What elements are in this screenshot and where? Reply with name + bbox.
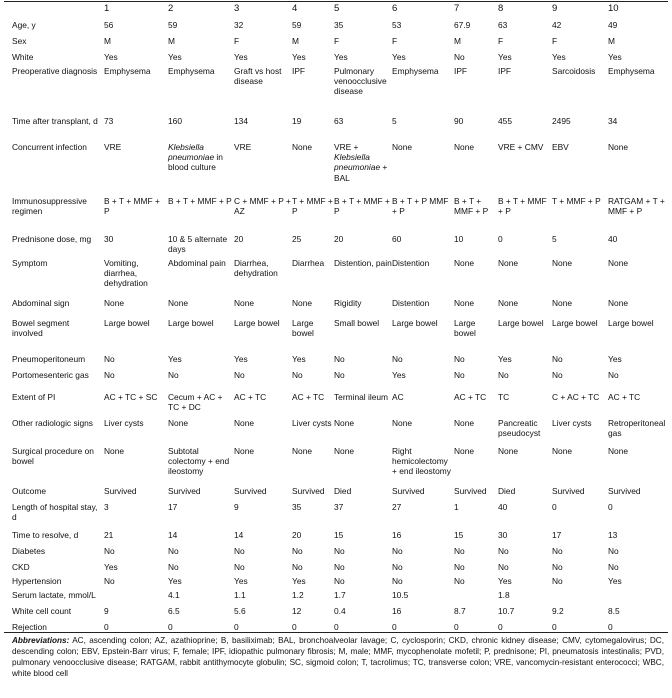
table-cell: F [498, 36, 504, 46]
table-cell: 53 [392, 20, 402, 30]
table-cell: 10 [454, 234, 464, 244]
table-cell: C + AC + TC [552, 392, 600, 402]
table-cell: AC + TC + SC [104, 392, 158, 402]
table-cell: Liver cysts [552, 418, 592, 428]
column-header: 2 [168, 3, 174, 14]
organism-name: Klebsiella pneumoniae [334, 152, 381, 173]
table-cell: 37 [334, 502, 344, 512]
row-label: Sex [12, 36, 27, 46]
table-cell: 56 [104, 20, 114, 30]
table-cell: 6.5 [168, 606, 180, 616]
table-cell: No [292, 370, 303, 380]
table-cell: M [454, 36, 461, 46]
table-cell: None [334, 446, 355, 456]
table-cell: Large bowel [454, 318, 476, 339]
table-cell: No [608, 370, 619, 380]
table-cell: None [454, 446, 475, 456]
table-cell: Large bowel [608, 318, 654, 328]
table-cell: 0 [334, 622, 339, 632]
table-cell: None [292, 446, 313, 456]
table-cell: 15 [454, 530, 464, 540]
table-cell: IPF [498, 66, 512, 76]
abbreviations-text: AC, ascending colon; AZ, azathioprine; B, basiliximab; BAL, bronchoalveolar lavage; C, cyclosporin; CKD, chronic kidney disease; CMV, cytomegalovirus; DC, descending colon; EBV, Epstein-Barr virus; F, female; IPF, idiopathic pulmonary fibrosis; M, male; MMF, mycophenolate mofetil; P, prednisone; PI, pneumatosis intestinalis; PVD, pulmonary venoocclusive disease; RATGAM, rabbit antithymocyte globulin; SC, sigmoid colon; T, tacrolimus; TC, transverse colon; VRE, vancomycin-resistant enterococci; WBC, white blood cell [12, 636, 664, 678]
table-cell: No [608, 562, 619, 572]
table-cell: None [292, 142, 313, 152]
table-cell: Yes [608, 576, 622, 586]
table-cell: None [104, 446, 125, 456]
table-cell: T + MMF + P [552, 196, 601, 206]
table-cell: F [392, 36, 398, 46]
table-cell: 30 [104, 234, 114, 244]
table-cell: 90 [454, 116, 464, 126]
table-cell: Yes [292, 52, 306, 62]
table-cell: Survived [392, 486, 425, 496]
header-row [4, 4, 668, 16]
table-cell: 20 [292, 530, 302, 540]
table-cell: Yes [392, 370, 406, 380]
table-cell: B + T + MMF + P [334, 196, 390, 217]
row-label: Rejection [12, 622, 47, 632]
table-cell: 9 [234, 502, 239, 512]
table-cell: Yes [498, 354, 512, 364]
table-cell: No [498, 546, 509, 556]
table-cell: Small bowel [334, 318, 380, 328]
table-cell: B + T + MMF + P [168, 196, 232, 206]
table-cell: 17 [168, 502, 178, 512]
table-cell: No [392, 354, 403, 364]
table-cell: 59 [168, 20, 178, 30]
table-cell: Survived [168, 486, 201, 496]
table-cell: 19 [292, 116, 302, 126]
table-cell: T + MMF + P [292, 196, 333, 217]
table-cell: 15 [334, 530, 344, 540]
table-cell: No [168, 370, 179, 380]
table-cell: B + T + MMF + P [454, 196, 489, 217]
table-cell: Pancreatic pseudocyst [498, 418, 541, 439]
table-cell: 0 [234, 622, 239, 632]
row-label: Hypertension [12, 576, 62, 586]
table-cell: Vomiting, diarrhea, dehydration [104, 258, 148, 289]
table-cell: Survived [608, 486, 641, 496]
table-cell: Klebsiella pneumoniae in blood culture [168, 142, 223, 173]
table-cell: 0 [608, 622, 613, 632]
table-cell: None [292, 298, 313, 308]
table-cell: Yes [608, 52, 622, 62]
table-cell: Yes [608, 354, 622, 364]
column-header: 4 [292, 3, 298, 14]
table-cell: Yes [234, 576, 248, 586]
table-cell: 14 [168, 530, 178, 540]
table-cell: 14 [234, 530, 244, 540]
table-cell: VRE + CMV [498, 142, 544, 152]
table-cell: 0 [552, 502, 557, 512]
table-cell: 40 [608, 234, 618, 244]
table-cell: M [168, 36, 175, 46]
table-cell: C + MMF + P + AZ [234, 196, 291, 217]
table-cell: 160 [168, 116, 182, 126]
table-cell: Large bowel [552, 318, 598, 328]
table-cell: F [552, 36, 558, 46]
table-cell: None [454, 298, 475, 308]
table-cell: None [608, 258, 629, 268]
table-cell: 63 [334, 116, 344, 126]
table-cell: Distention [392, 298, 430, 308]
table-cell: 9 [104, 606, 109, 616]
table-cell: None [552, 258, 573, 268]
table-cell: 8.7 [454, 606, 466, 616]
table-cell: 59 [292, 20, 302, 30]
row-label: Concurrent infection [12, 142, 87, 152]
table-cell: None [234, 298, 255, 308]
table-cell: Died [334, 486, 352, 496]
table-cell: Survived [552, 486, 585, 496]
table-cell: 134 [234, 116, 248, 126]
table-cell: None [552, 446, 573, 456]
table-cell: 0 [498, 622, 503, 632]
table-cell: AC + TC [608, 392, 641, 402]
table-cell: 3 [104, 502, 109, 512]
row-label: Time to resolve, d [12, 530, 79, 540]
table-cell: 0 [168, 622, 173, 632]
table-cell: 60 [392, 234, 402, 244]
table-cell: Emphysema [168, 66, 215, 76]
table-cell: 1.8 [498, 590, 510, 600]
table-cell: Emphysema [392, 66, 439, 76]
table-cell: Died [498, 486, 516, 496]
table-cell: 1.7 [334, 590, 346, 600]
table-cell: 16 [392, 530, 402, 540]
table-cell: Yes [552, 52, 566, 62]
table-cell: 5.6 [234, 606, 246, 616]
document [4, 0, 668, 698]
table-cell: Yes [168, 52, 182, 62]
table-cell: Abdominal pain [168, 258, 226, 268]
table-cell: 49 [608, 20, 618, 30]
table-cell: 4.1 [168, 590, 180, 600]
column-header: 7 [454, 3, 460, 14]
table-cell: 20 [234, 234, 244, 244]
table-cell: M [104, 36, 111, 46]
table-cell: 13 [608, 530, 618, 540]
table-cell: Yes [292, 354, 306, 364]
table-cell: 25 [292, 234, 302, 244]
table-cell: None [498, 446, 519, 456]
table-cell: None [168, 298, 189, 308]
table-cell: Large bowel [104, 318, 150, 328]
row-label: Preoperative diagnosis [12, 66, 98, 76]
table-cell: No [168, 546, 179, 556]
row-label: Bowel segment involved [12, 318, 70, 339]
table-cell: Yes [292, 576, 306, 586]
abbreviations-title: Abbreviations: [12, 636, 70, 645]
table-cell: None [334, 418, 355, 428]
table-cell: Yes [498, 576, 512, 586]
table-cell: AC + TC [234, 392, 267, 402]
table-cell: Survived [104, 486, 137, 496]
table-cell: B + T + MMF + P [104, 196, 160, 217]
table-cell: No [292, 562, 303, 572]
row-label: Other radiologic signs [12, 418, 93, 428]
table-cell: 16 [392, 606, 402, 616]
bottom-rule [4, 632, 668, 633]
table-cell: Yes [234, 354, 248, 364]
table-cell: Yes [168, 576, 182, 586]
row-label: Immunosuppressive regimen [12, 196, 87, 217]
column-header: 9 [552, 3, 558, 14]
table-cell: No [552, 576, 563, 586]
table-cell: AC + TC [292, 392, 325, 402]
top-rule [4, 1, 668, 2]
row-label: White [12, 52, 34, 62]
table-cell: 1.2 [292, 590, 304, 600]
row-label: Abdominal sign [12, 298, 70, 308]
table-cell: None [498, 258, 519, 268]
table-cell: Survived [454, 486, 487, 496]
table-cell: 67.9 [454, 20, 471, 30]
table-cell: F [334, 36, 340, 46]
table-cell: None [608, 142, 629, 152]
table-cell: No [454, 576, 465, 586]
row-label: Outcome [12, 486, 46, 496]
row-label: Length of hospital stay, d [12, 502, 98, 523]
table-cell: Yes [334, 52, 348, 62]
table-cell: F [234, 36, 240, 46]
table-cell: 73 [104, 116, 114, 126]
table-cell: No [454, 52, 465, 62]
table-cell: Large bowel [292, 318, 314, 339]
table-cell: Graft vs host disease [234, 66, 282, 87]
table-cell: No [334, 354, 345, 364]
table-cell: 0 [104, 622, 109, 632]
table-cell: None [498, 298, 519, 308]
table-cell: No [104, 546, 115, 556]
column-header: 3 [234, 3, 240, 14]
table-cell: None [392, 142, 413, 152]
row-label: Portomesenteric gas [12, 370, 89, 380]
table-cell: No [392, 562, 403, 572]
column-header: 10 [608, 3, 619, 14]
table-cell: 42 [552, 20, 562, 30]
table-cell: None [234, 418, 255, 428]
table-cell: 21 [104, 530, 114, 540]
table-cell: M [608, 36, 615, 46]
table-cell: Yes [168, 354, 182, 364]
table-cell: No [234, 562, 245, 572]
table-cell: Survived [292, 486, 325, 496]
row-label: Extent of PI [12, 392, 56, 402]
table-cell: Distention [392, 258, 430, 268]
table-cell: 10.7 [498, 606, 515, 616]
table-cell: 1 [454, 502, 459, 512]
table-cell: EBV [552, 142, 569, 152]
table-cell: No [608, 546, 619, 556]
table-cell: No [552, 562, 563, 572]
column-header: 8 [498, 3, 504, 14]
table-cell: No [334, 576, 345, 586]
table-cell: No [498, 370, 509, 380]
table-cell: Yes [392, 52, 406, 62]
table-cell: Terminal ileum [334, 392, 388, 402]
table-cell: None [552, 298, 573, 308]
table-cell: 2495 [552, 116, 571, 126]
table-cell: 8.5 [608, 606, 620, 616]
table-cell: VRE + Klebsiella pneumoniae + BAL [334, 142, 388, 183]
table-cell: Large bowel [392, 318, 438, 328]
table-cell: Diarrhea [292, 258, 325, 268]
table-cell: VRE [104, 142, 122, 152]
table-cell: 0 [608, 502, 613, 512]
row-label: Surgical procedure on bowel [12, 446, 94, 467]
table-cell: Yes [104, 52, 118, 62]
table-cell: 17 [552, 530, 562, 540]
table-cell: No [454, 370, 465, 380]
table-cell: 12 [292, 606, 302, 616]
column-header: 5 [334, 3, 340, 14]
table-cell: TC [498, 392, 510, 402]
table-cell: 40 [498, 502, 508, 512]
table-cell: Right hemicolectomy + end ileostomy [392, 446, 451, 477]
row-label: White cell count [12, 606, 72, 616]
table-cell: No [292, 546, 303, 556]
table-cell: Retroperitoneal gas [608, 418, 666, 439]
table-cell: Emphysema [104, 66, 151, 76]
table-cell: Yes [104, 562, 118, 572]
table-cell: 0 [552, 622, 557, 632]
table-cell: No [234, 370, 245, 380]
table-cell: No [334, 546, 345, 556]
table-cell: No [392, 546, 403, 556]
table-cell: 20 [334, 234, 344, 244]
table-cell: RATGAM + T + MMF + P [608, 196, 665, 217]
table-cell: No [552, 546, 563, 556]
table-cell: Distention, pain [334, 258, 392, 268]
table-cell: No [104, 576, 115, 586]
table-cell: 35 [292, 502, 302, 512]
table-cell: No [234, 546, 245, 556]
table-cell: 1.1 [234, 590, 246, 600]
table-cell: 32 [234, 20, 244, 30]
row-label: Serum lactate, mmol/L [12, 590, 96, 600]
table-cell: No [334, 562, 345, 572]
table-cell: Liver cysts [104, 418, 144, 428]
table-cell: No [552, 354, 563, 364]
table-cell: Yes [234, 52, 248, 62]
table-cell: No [168, 562, 179, 572]
table-cell: 455 [498, 116, 512, 126]
table-cell: Survived [234, 486, 267, 496]
table-cell: 34 [608, 116, 618, 126]
row-label: Age, y [12, 20, 36, 30]
table-cell: No [104, 370, 115, 380]
table-cell: Yes [498, 52, 512, 62]
table-cell: Subtotal colectomy + end ileostomy [168, 446, 230, 477]
table-cell: 0 [498, 234, 503, 244]
table-cell: No [454, 354, 465, 364]
table-cell: 9.2 [552, 606, 564, 616]
table-cell: None [168, 418, 189, 428]
table-cell: Liver cysts [292, 418, 332, 428]
column-header: 1 [104, 3, 110, 14]
abbreviations-footnote [12, 635, 664, 679]
table-cell: Emphysema [608, 66, 655, 76]
table-cell: Large bowel [498, 318, 544, 328]
table-cell: Large bowel [168, 318, 214, 328]
table-cell: 0 [454, 622, 459, 632]
row-label: CKD [12, 562, 30, 572]
table-cell: No [392, 576, 403, 586]
table-cell: No [552, 370, 563, 380]
table-cell: None [454, 142, 475, 152]
table-cell: Rigidity [334, 298, 362, 308]
organism-name: Klebsiella pneumoniae [168, 142, 215, 163]
table-cell: Cecum + AC + TC + DC [168, 392, 223, 413]
table-cell: None [608, 298, 629, 308]
table-cell: 10 & 5 alternate days [168, 234, 228, 255]
row-label: Time after transplant, d [12, 116, 98, 126]
table-cell: No [104, 354, 115, 364]
table-cell: 10.5 [392, 590, 409, 600]
table-cell: None [104, 298, 125, 308]
column-header: 6 [392, 3, 398, 14]
table-cell: Large bowel [234, 318, 280, 328]
table-cell: Diarrhea, dehydration [234, 258, 278, 279]
table-cell: 63 [498, 20, 508, 30]
table-cell: 27 [392, 502, 402, 512]
table-cell: 35 [334, 20, 344, 30]
table-cell: AC [392, 392, 404, 402]
table-cell: None [392, 418, 413, 428]
table-cell: IPF [454, 66, 468, 76]
row-label: Symptom [12, 258, 48, 268]
row-label: Pneumoperitoneum [12, 354, 86, 364]
table-cell: B + T + P MMF + P [392, 196, 449, 217]
table-cell: 0 [292, 622, 297, 632]
table-cell: None [454, 258, 475, 268]
table-cell: 5 [392, 116, 397, 126]
row-label: Prednisone dose, mg [12, 234, 92, 244]
table-cell: 5 [552, 234, 557, 244]
table-cell: M [292, 36, 299, 46]
table-cell: None [608, 446, 629, 456]
table-cell: None [454, 418, 475, 428]
table-cell: None [234, 446, 255, 456]
table-cell: IPF [292, 66, 306, 76]
table-cell: No [498, 562, 509, 572]
table-cell: No [334, 370, 345, 380]
table-cell: No [454, 562, 465, 572]
table-cell: Pulmonary venoocclusive disease [334, 66, 387, 97]
table-cell: Sarcoidosis [552, 66, 596, 76]
table-cell: B + T + MMF + P [498, 196, 547, 217]
table-cell: 30 [498, 530, 508, 540]
table-cell: 0 [392, 622, 397, 632]
table-cell: 0.4 [334, 606, 346, 616]
table-cell: VRE [234, 142, 252, 152]
table-cell: No [454, 546, 465, 556]
row-label: Diabetes [12, 546, 46, 556]
table-cell: AC + TC [454, 392, 487, 402]
